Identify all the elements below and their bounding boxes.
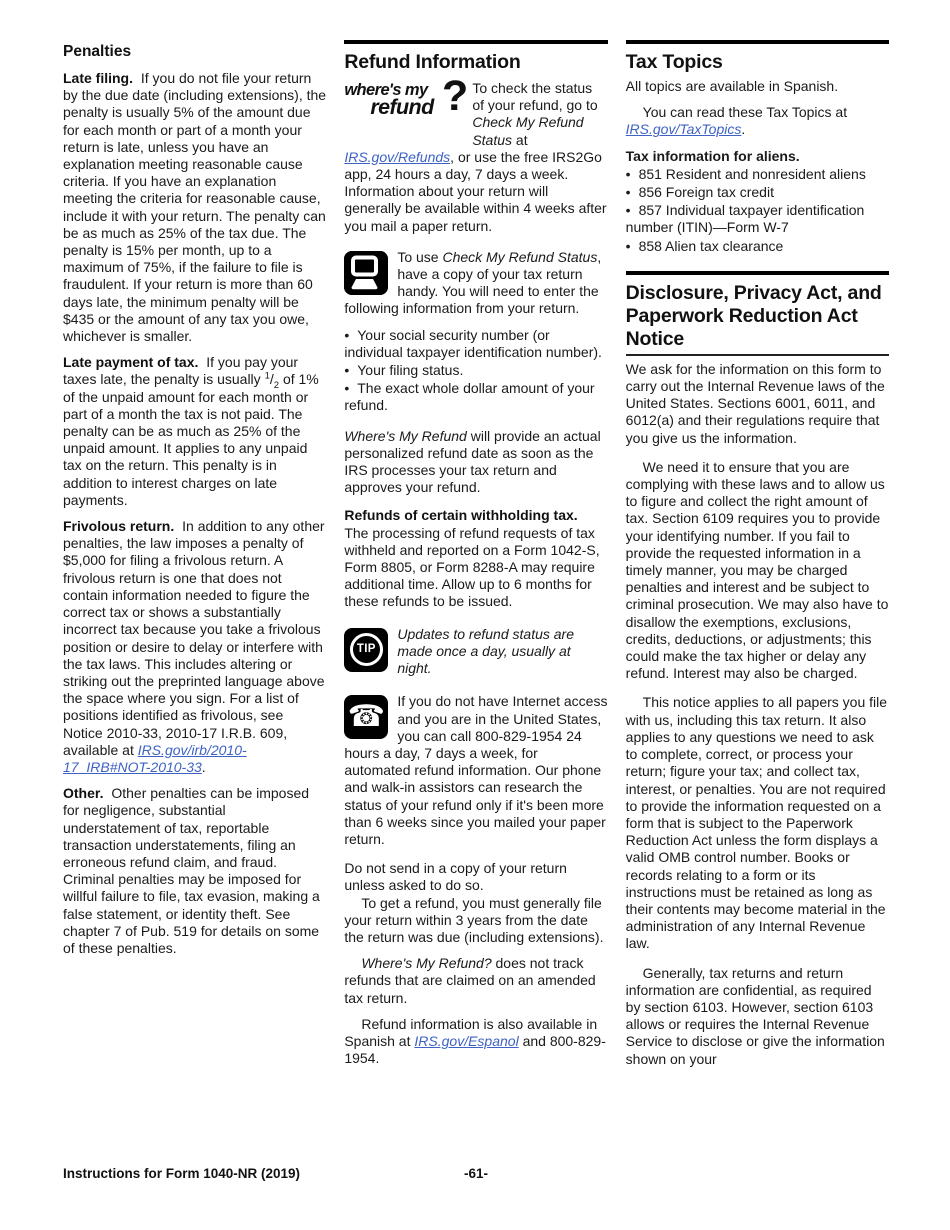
intro-text-1: To check the status of your refund, go to	[472, 80, 598, 114]
get-refund-paragraph: To get a refund, you must generally file your return within 3 years from the date the return was due (including extensions).	[344, 894, 604, 945]
frivolous-text: In addition to any other penalties, the law imposes a penalty of $5,000 for filing a frivolous return. A frivolous return is one that does not contain information needed to figure the correct tax or shows a substantially incorrect tax because you take a frivolous position or desire to delay or interfere with the tax laws. This includes altering or striking out the preprinted language above the space where you sign. For a list of positions identified as frivolous, see Notice 2010-33, 2010-17 I.R.B. 609, available at	[63, 518, 325, 758]
bullet-icon: •	[625, 184, 631, 201]
spanish-text-1: Refund information is also available in Spanish at	[344, 1015, 598, 1049]
late-payment-paragraph	[63, 354, 326, 509]
frivolous-after-link: .	[201, 758, 206, 775]
withholding-paragraph	[344, 507, 607, 610]
refund-bullet-amount	[344, 380, 607, 414]
dont-send-paragraph: Do not send in a copy of your return unless asked to do so.	[344, 860, 567, 894]
refund-bullet-filing-status	[344, 362, 607, 379]
telephone-glyph: ☎	[347, 699, 386, 735]
disclosure-section	[626, 271, 889, 1068]
phone-text: If you do not have Internet access and you are in the United States, you can call 800-829-1954 24 hours a day, 7 days a week, for automated refund information. Our phone and walk-in assistors can research the status of your refund only if it's been more than 6 weeks since you mailed your paper return.	[344, 693, 608, 847]
page-number: -61-	[464, 1166, 489, 1181]
refund-information-heading: Refund Information	[344, 51, 521, 73]
topic-856	[626, 184, 889, 201]
wmr-provide-paragraph	[344, 428, 607, 497]
intro-text-3: , or use the free IRS2Go app, 24 hours a day, 7 days a week. Information about your return will generally be available within 4 weeks after you mail a paper return.	[344, 148, 607, 234]
refund-intro-paragraph	[344, 72, 607, 235]
bullet-text: Your filing status.	[357, 362, 464, 379]
tip-paragraph	[344, 626, 607, 678]
topic-text: 856 Foreign tax credit	[638, 184, 774, 201]
page-footer	[63, 1166, 889, 1181]
footer-form-title: Instructions for Form 1040-NR (2019)	[63, 1166, 301, 1181]
topic-858	[626, 238, 889, 255]
bullet-icon: •	[625, 237, 631, 254]
spanish-text-2: and 800-829-1954.	[344, 1032, 606, 1067]
bullet-text: The exact whole dollar amount of your refund.	[344, 380, 595, 414]
frivolous-return-paragraph	[63, 518, 326, 776]
disclosure-p4: Generally, tax returns and return information are confidential, as required by section 6103. However, section 6103 allows or requires the Internal Revenue Service to disclose or give the information shown on your	[625, 964, 885, 1067]
late-payment-text-pre: If you pay your taxes late, the penalty is usually	[63, 354, 299, 388]
heading-underline-rule	[626, 354, 889, 356]
intro-text-2: at	[515, 131, 528, 148]
footer-spacer	[488, 1166, 889, 1181]
use-status-paragraph	[344, 249, 607, 318]
late-filing-paragraph	[63, 70, 326, 345]
bullet-icon: •	[344, 362, 350, 379]
bullet-icon: •	[344, 326, 350, 343]
phone-paragraph	[344, 693, 607, 848]
irs-taxtopics-link[interactable]: IRS.gov/TaxTopics	[625, 121, 742, 138]
disclosure-p1: We ask for the information on this form to carry out the Internal Revenue laws of the United States. Sections 6001, 6011, and 6012(a) and their regulations require that you give us the information.	[625, 360, 885, 446]
late-filing-text: If you do not file your return by the due date (including extensions), the penalty is usually 5% of the amount due for each month or part of a month your return is late, unless you have an explanation meeting reasonable cause criteria. If you have an explanation meeting the criteria for reasonable cause, include it with your return. The penalty can be as much as 25% of the tax due. The penalty is 15% per month, up to a maximum of 75%, if the failure to file is fraudulent. If your return is more than 60 days late, the minimum penalty will be $435 or the amount of any tax you owe, whichever is smaller.	[63, 70, 327, 345]
wmr-track-text: does not track refunds that are claimed on an amended tax return.	[344, 955, 596, 1006]
bullet-icon: •	[625, 202, 631, 219]
wmr-track-paragraph	[344, 955, 607, 1007]
use-status-text-1: To use	[397, 248, 439, 265]
section-rule	[344, 40, 607, 44]
bullet-icon: •	[344, 380, 350, 397]
read-topics-text-1: You can read these Tax Topics at	[642, 104, 848, 121]
frivolous-head: Frivolous return.	[63, 518, 175, 535]
logo-line2: refund	[370, 95, 434, 119]
other-text: Other penalties can be imposed for negligence, substantial understatement of tax, reportable transaction understatements, filing an erroneous refund claim, and fraud. Criminal penalties may be imposed for willful failure to file, tax evasion, making a false statement, or identity theft. See chapter 7 of Pub. 519 for details on some of these penalties.	[63, 785, 320, 956]
right-column	[626, 40, 889, 1068]
read-topics-text-2: .	[741, 121, 746, 138]
middle-column	[344, 40, 607, 1068]
aliens-head: Tax information for aliens.	[625, 147, 800, 164]
tax-topics-heading: Tax Topics	[625, 51, 723, 73]
bullet-icon: •	[625, 165, 631, 182]
irs-espanol-link[interactable]: IRS.gov/Espanol	[414, 1032, 519, 1049]
section-rule	[626, 271, 889, 275]
irb-notice-link[interactable]: IRS.gov/irb/2010-17_IRB#NOT-2010-33	[63, 741, 247, 775]
tip-text-italic: Updates to refund status are made once a day, usually at night.	[397, 625, 574, 677]
topic-851	[626, 166, 889, 183]
tip-ring	[350, 633, 383, 666]
tax-topics-intro: All topics are available in Spanish.	[625, 78, 839, 94]
phone-icon	[344, 695, 388, 739]
use-status-text-2: , have a copy of your tax return handy. You will need to enter the following information from your return.	[344, 248, 602, 317]
question-mark-icon: ?	[442, 72, 469, 120]
refund-bullet-ssn	[344, 327, 607, 361]
other-head: Other.	[63, 785, 104, 802]
computer-icon	[344, 251, 388, 295]
section-rule	[626, 40, 889, 44]
late-payment-text-post: of 1% of the unpaid amount for each month or part of a month the tax is not paid. The penalty can be as much as 25% of the unpaid amount. It applies to any unpaid tax on the return. This penalty is in addition to interest charges on late payments.	[63, 371, 319, 508]
late-filing-head: Late filing.	[63, 70, 133, 86]
tip-icon	[344, 628, 388, 672]
logo-line1: where's my	[344, 81, 428, 99]
wheres-my-refund-logo	[344, 72, 469, 132]
disclosure-heading: Disclosure, Privacy Act, and Paperwork Reduction Act Notice	[625, 281, 882, 350]
wmr-track-italic: Where's My Refund?	[361, 955, 492, 972]
spanish-refund-paragraph	[344, 1016, 607, 1068]
topic-text: 851 Resident and nonresident aliens	[638, 165, 866, 182]
left-column	[63, 40, 326, 1068]
other-penalties-paragraph	[63, 785, 326, 957]
check-my-refund-status-italic: Check My Refund Status	[472, 114, 584, 148]
aliens-head-paragraph	[626, 148, 889, 165]
fraction-numerator: 1	[264, 370, 270, 382]
read-topics-paragraph	[626, 104, 889, 138]
topic-857	[626, 202, 889, 236]
withholding-text: The processing of refund requests of tax withheld and reported on a Form 1042-S, Form 8805, or Form 8288-A may require additional time. Allow up to 6 months for these refunds to be issued.	[344, 524, 600, 610]
three-column-layout	[63, 40, 889, 1068]
disclosure-p2: We need it to ensure that you are complying with these laws and to allow us to figure and collect the right amount of tax. Section 6109 requires you to provide your identifying number. If you fail to provide the requested information in a timely manner, you may be charged penalties and interest and be subject to criminal prosecution. We may also have to disallow the exemptions, exclusions, credits, deductions, or adjustments; this could make the tax higher or delay any refund. Interest may also be charged.	[625, 458, 889, 682]
topic-text: 857 Individual taxpayer identification number (ITIN)—Form W-7	[625, 202, 865, 236]
tip-label: TIP	[356, 643, 376, 656]
irs-refunds-link[interactable]: IRS.gov/Refunds	[344, 148, 451, 165]
use-status-italic: Check My Refund Status	[442, 248, 598, 265]
wmr-provide-text: will provide an actual personalized refund date as soon as the IRS processes your tax return and approves your refund.	[344, 427, 601, 496]
wmr-italic: Where's My Refund	[344, 427, 467, 444]
topic-text: 858 Alien tax clearance	[638, 237, 784, 254]
withholding-head: Refunds of certain withholding tax.	[344, 507, 578, 524]
disclosure-p3: This notice applies to all papers you file with us, including this tax return. It also applies to any questions we need to ask to complete, correct, or process your return; figure your tax; and collect tax, interest, or penalties. You are not required to provide the information requested on a form that is subject to the Paperwork Reduction Act unless the form displays a valid OMB control number. Books or records relating to a form or its instructions must be retained as long as their contents may become material in the administration of any Internal Revenue law.	[625, 694, 888, 952]
bullet-text: Your social security number (or individual taxpayer identification number).	[344, 326, 602, 360]
late-payment-head: Late payment of tax.	[63, 354, 199, 371]
fraction-denominator: 2	[273, 380, 280, 392]
fraction-slash: /	[269, 371, 274, 388]
penalties-heading: Penalties	[63, 43, 132, 60]
